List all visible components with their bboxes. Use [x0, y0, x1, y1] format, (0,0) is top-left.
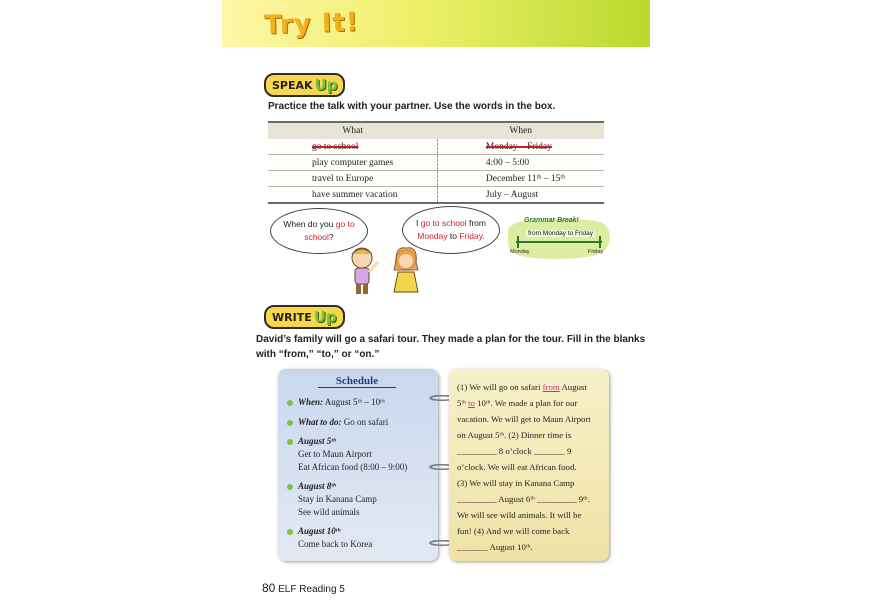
schedule-item: See wild animals	[298, 507, 360, 517]
page-title: Try It!	[263, 7, 360, 41]
grammar-phrase: from Monday to Friday	[528, 230, 594, 237]
bullet-icon	[287, 420, 293, 426]
blank-line[interactable]: _________ 8 o’clock _______ 9	[457, 446, 572, 456]
notes-text: (1) We will go on safari	[457, 382, 543, 392]
blank-line[interactable]: _______ August 10ᵗʰ.	[457, 542, 533, 552]
schedule-item: Eat African food (8:00 – 9:00)	[298, 462, 408, 472]
boy-figure	[352, 248, 378, 294]
table-cell: have summer vacation	[268, 187, 437, 204]
bubble-text: I	[416, 218, 421, 228]
bubble-highlight: go to school	[420, 218, 467, 228]
notes-line: o’clock. We will eat African food.	[457, 462, 577, 472]
bubble-text: from	[466, 218, 486, 228]
schedule-value: Go on safari	[343, 417, 389, 427]
book-title: ELF Reading 5	[278, 584, 345, 595]
notes-line: (3) We will stay in Kanana Camp	[457, 478, 575, 488]
write-label: WRITE	[272, 310, 312, 324]
write-instruction-line1: David’s family will go a safari tour. They made a plan for the tour. Fill in the blanks	[256, 334, 646, 345]
bullet-icon	[287, 529, 293, 535]
answer-from: from	[542, 382, 560, 392]
table-row	[268, 155, 604, 171]
grammar-left-label: Monday	[510, 249, 530, 255]
up-label: Up	[313, 308, 337, 326]
table-row	[268, 187, 604, 204]
table-row	[268, 171, 604, 187]
table-cell: travel to Europe	[268, 171, 437, 187]
schedule-title: Schedule	[318, 375, 396, 388]
notes-line: on August 5ᵗʰ. (2) Dinner time is	[457, 430, 572, 440]
word-box-table	[268, 121, 604, 204]
page-footer	[262, 581, 345, 595]
table-cell: go to school	[312, 141, 359, 152]
bubble-highlight: Monday	[417, 231, 448, 241]
notes-line	[457, 382, 587, 392]
table-cell: July – August	[437, 187, 604, 204]
schedule-what	[298, 417, 388, 427]
grammar-right-label: Friday	[588, 249, 604, 255]
notes-line: fun! (4) And we will come back	[457, 526, 570, 536]
schedule-when	[298, 397, 385, 407]
bubble-highlight: Friday	[459, 231, 483, 241]
up-label: Up	[314, 76, 338, 94]
blank-line[interactable]: _________ August 6ᵗʰ _________ 9ᵗʰ.	[457, 494, 590, 504]
speak-up-badge	[264, 73, 345, 97]
table-row	[268, 139, 604, 155]
header-what: What	[268, 122, 437, 139]
schedule-day1: August 5ᵗʰ	[298, 436, 336, 446]
table-cell: 4:00 – 5:00	[437, 155, 604, 171]
bubble-highlight: school	[304, 232, 329, 242]
fill-in-card	[449, 369, 609, 561]
schedule-item: Stay in Kanana Camp	[298, 494, 377, 504]
bubble-text: ?	[328, 232, 334, 242]
table-cell: December 11ᵗʰ – 15ᵗʰ	[437, 171, 604, 187]
bubble-text: to	[447, 231, 460, 241]
notes-text: August	[559, 382, 587, 392]
schedule-day3: August 10ᵗʰ	[298, 526, 341, 536]
schedule-card	[278, 369, 438, 561]
bullet-icon	[287, 439, 293, 445]
schedule-label: What to do:	[298, 417, 342, 427]
schedule-day2: August 8ᵗʰ	[298, 481, 336, 491]
table-header-row	[268, 122, 604, 139]
textbook-page	[222, 0, 650, 612]
bubble-highlight: go to	[335, 219, 355, 229]
schedule-item: Get to Maun Airport	[298, 449, 372, 459]
bubble-text: .	[482, 231, 485, 241]
girl-figure	[394, 248, 418, 292]
schedule-item: Come back to Korea	[298, 539, 373, 549]
notes-line	[457, 398, 577, 408]
write-instruction-line2: with “from,” “to,” or “on.”	[256, 349, 380, 360]
grammar-title: Grammar Break!	[524, 217, 579, 224]
notes-line: vacation. We will get to Maun Airport	[457, 414, 591, 424]
speak-label: SPEAK	[272, 78, 313, 92]
page-number: 80	[262, 581, 276, 595]
children-illustration	[344, 244, 444, 296]
bullet-icon	[287, 484, 293, 490]
grammar-break-box	[506, 215, 612, 261]
bubble-text: When do you	[283, 219, 336, 229]
write-up-badge	[264, 305, 345, 329]
notes-line: We will see wild animals. It will be	[457, 510, 582, 520]
title-banner	[222, 0, 650, 47]
schedule-label: When:	[298, 397, 324, 407]
table-cell: play computer games	[268, 155, 437, 171]
notes-text: 5ᵗʰ	[457, 398, 469, 408]
header-when: When	[437, 122, 604, 139]
bullet-icon	[287, 400, 293, 406]
table-cell: Monday – Friday	[485, 141, 552, 152]
answer-to: to	[468, 398, 475, 408]
notes-text: 10ᵗʰ. We made a plan for our	[474, 398, 578, 408]
schedule-value: August 5ᵗʰ – 10ᵗʰ	[324, 397, 385, 407]
speak-instruction: Practice the talk with your partner. Use the words in the box.	[268, 101, 556, 112]
